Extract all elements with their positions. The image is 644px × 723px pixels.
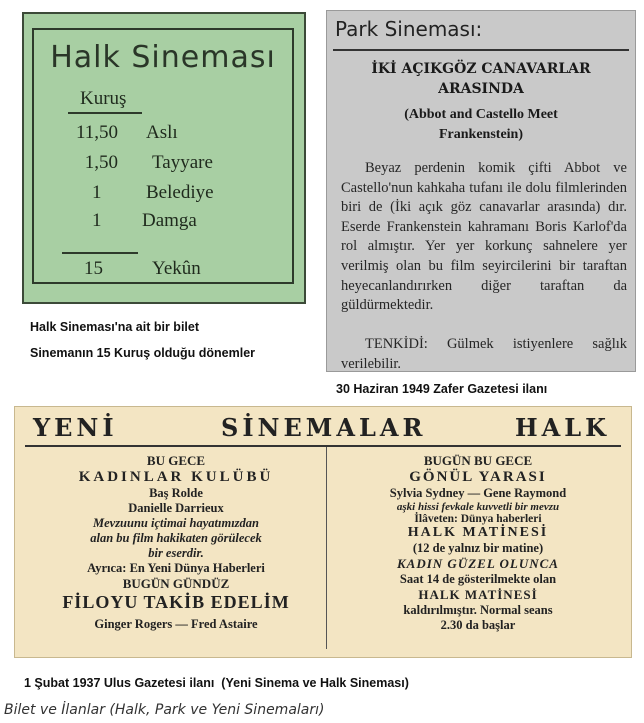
ad-line: 2.30 da başlar xyxy=(440,618,516,632)
ticket-total-label: Yekûn xyxy=(152,258,201,279)
ad-line: kaldırılmıştır. Normal seans xyxy=(403,603,553,617)
ticket-caption-line1: Halk Sineması'na ait bir bilet xyxy=(30,320,200,334)
park-clipping-image xyxy=(326,10,636,372)
ulus-head-left: YENİ xyxy=(33,413,118,442)
ad-line: FİLOYU TAKİB EDELİM xyxy=(62,592,290,612)
ticket-label: Aslı xyxy=(146,122,178,143)
halk-ticket-image xyxy=(22,12,306,304)
ticket-label: Tayyare xyxy=(152,152,213,173)
ticket-caption-line2: Sinemanın 15 Kuruş olduğu dönemler xyxy=(30,346,256,360)
park-review-text: TENKİDİ: Gülmek istiyenlere sağlık verilebilir. xyxy=(341,336,627,372)
ad-line: alan bu film hakikaten görülecek xyxy=(90,531,262,545)
ulus-left-column xyxy=(31,451,321,632)
ticket-amount: 11,50 xyxy=(75,122,118,143)
ticket-border xyxy=(32,28,294,284)
ticket-label: Damga xyxy=(142,210,197,231)
park-title-line2: ARASINDA xyxy=(438,81,524,97)
ad-line: BU GECE xyxy=(146,453,206,468)
ad-line: Saat 14 de gösterilmekte olan xyxy=(399,572,557,586)
ulus-column-divider xyxy=(326,447,327,649)
park-title-line1: İKİ AÇIKGÖZ CANAVARLAR xyxy=(371,61,591,77)
ulus-ad-image xyxy=(14,406,632,658)
ticket-total-amount: 15 xyxy=(84,258,103,279)
ticket-amount: 1,50 xyxy=(84,152,118,173)
figure-caption: Bilet ve İlanlar (Halk, Park ve Yeni Sinemaları) xyxy=(4,702,325,718)
park-subtitle-line1: (Abbot and Castello Meet xyxy=(404,107,558,122)
currency-underline xyxy=(68,112,142,114)
ad-line: HALK MATİNESİ xyxy=(407,525,549,540)
ticket-label: Belediye xyxy=(146,182,214,203)
ticket-amount: 1 xyxy=(92,182,102,203)
park-header: Park Sineması: xyxy=(335,17,483,41)
ad-line: aşki hissi fevkale kuvvetli bir mevzu xyxy=(396,501,560,513)
ad-line: Ayrıca: En Yeni Dünya Haberleri xyxy=(87,561,265,575)
ad-line: HALK MATİNESİ xyxy=(418,587,538,602)
ticket-currency: Kuruş xyxy=(80,88,127,109)
ad-line: İlâveten: Dünya haberleri xyxy=(414,513,542,525)
ad-line: bir eserdir. xyxy=(148,546,204,560)
ulus-head-center: SİNEMALAR xyxy=(221,413,427,442)
ad-line: (12 de yalnız bir matine) xyxy=(412,541,544,555)
park-subtitle-line2: Frankenstein) xyxy=(439,127,523,142)
ulus-right-column xyxy=(333,451,623,633)
ad-line: BUGÜN BU GECE xyxy=(423,453,533,468)
ticket-title: Halk Sineması xyxy=(50,40,276,75)
ticket-amount: 1 xyxy=(92,210,102,231)
ulus-head-right: HALK xyxy=(515,413,611,442)
park-caption: 30 Haziran 1949 Zafer Gazetesi ilanı xyxy=(336,382,548,396)
ad-line: GÖNÜL YARASI xyxy=(409,469,547,485)
ad-line: KADIN GÜZEL OLUNCA xyxy=(397,556,559,571)
ad-line: Mevzuunu içtimai hayatımızdan xyxy=(92,516,259,530)
ad-line: KADINLAR KULÜBÜ xyxy=(78,469,274,485)
ticket-sum-rule xyxy=(62,252,138,254)
ad-line: Sylvia Sydney — Gene Raymond xyxy=(389,486,567,500)
park-header-rule xyxy=(333,49,629,51)
park-body-text: Beyaz perdenin komik çifti Abbot ve Castello'nun kahkaha tufanı ile dolu filmlerinden biri de (İki açık göz canavarlar arasında) dır. Eserde Frankenstein kahramanı Boris Karlof'da rol almıştır. Yer yer korkunç sahnelere yer verilmiş olan bu film seyircilerini bir taraftan heyecanlandırırken diğer taraftan da güldürmektedir. xyxy=(341,160,627,314)
ulus-header-rule xyxy=(25,445,621,447)
ulus-caption: 1 Şubat 1937 Ulus Gazetesi ilanı (Yeni Sinema ve Halk Sineması) xyxy=(24,676,409,690)
ad-line: Baş Rolde xyxy=(149,486,203,500)
ad-line: Danielle Darrieux xyxy=(128,501,224,515)
ad-line: BUGÜN GÜNDÜZ xyxy=(122,576,230,591)
ad-line: Ginger Rogers — Fred Astaire xyxy=(94,617,258,631)
